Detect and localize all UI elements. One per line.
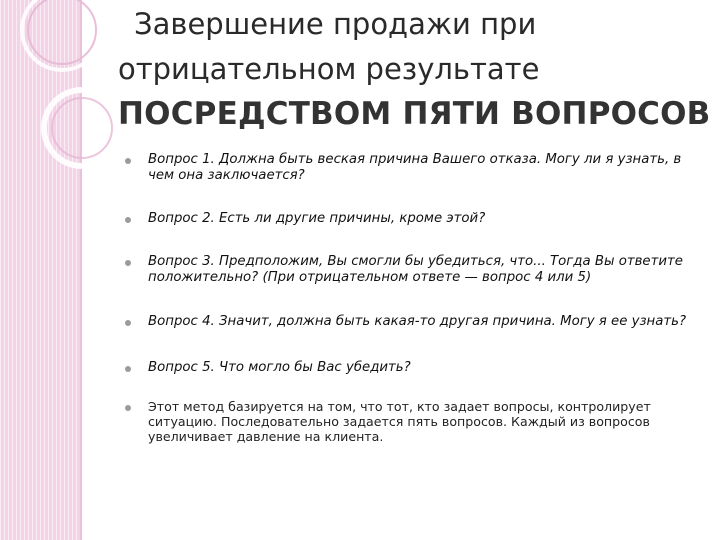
list-item-text: Вопрос 2. Есть ли другие причины, кроме этой? <box>148 211 486 226</box>
ring-small <box>44 90 120 166</box>
list-item-text: Вопрос 5. Что могло бы Вас убедить? <box>148 360 411 375</box>
list-item-question-5 <box>120 360 695 376</box>
bullet-dot-icon <box>125 158 131 164</box>
title-line-1: Завершение продажи при <box>134 7 537 41</box>
bullet-dot-icon <box>125 320 131 326</box>
ring-large-inner <box>28 0 96 64</box>
bullet-dot-icon <box>125 405 131 411</box>
slide-title <box>118 2 713 137</box>
bullet-dot-icon <box>125 366 131 372</box>
list-item-text: Вопрос 4. Значит, должна быть какая-то другая причина. Могу я ее узнать? <box>148 314 687 329</box>
bullet-dot-icon <box>125 260 131 266</box>
list-item-question-4 <box>120 314 695 330</box>
list-item-text: Вопрос 3. Предположим, Вы смогли бы убедиться, что... Тогда Вы ответите положительно? (При отрицательном ответе — вопрос 4 или 5) <box>148 254 683 285</box>
list-item-method-description <box>120 399 695 444</box>
list-item-question-1 <box>120 152 695 184</box>
title-line-3: ПОСРЕДСТВОМ ПЯТИ ВОПРОСОВ <box>118 96 711 132</box>
bullet-list <box>120 150 695 444</box>
ring-small-inner <box>52 98 112 158</box>
title-line-2: отрицательном результате <box>118 52 540 86</box>
list-item-text: Вопрос 1. Должна быть веская причина Вашего отказа. Могу ли я узнать, в чем она заключается? <box>148 152 682 183</box>
list-item-question-2 <box>120 211 695 227</box>
bullet-dot-icon <box>125 217 131 223</box>
list-item-text: Этот метод базируется на том, что тот, кто задает вопросы, контролирует ситуацию. Последовательно задается пять вопросов. Каждый из вопросов увеличивает давление на клиента. <box>148 399 651 444</box>
list-item-question-3 <box>120 254 695 286</box>
